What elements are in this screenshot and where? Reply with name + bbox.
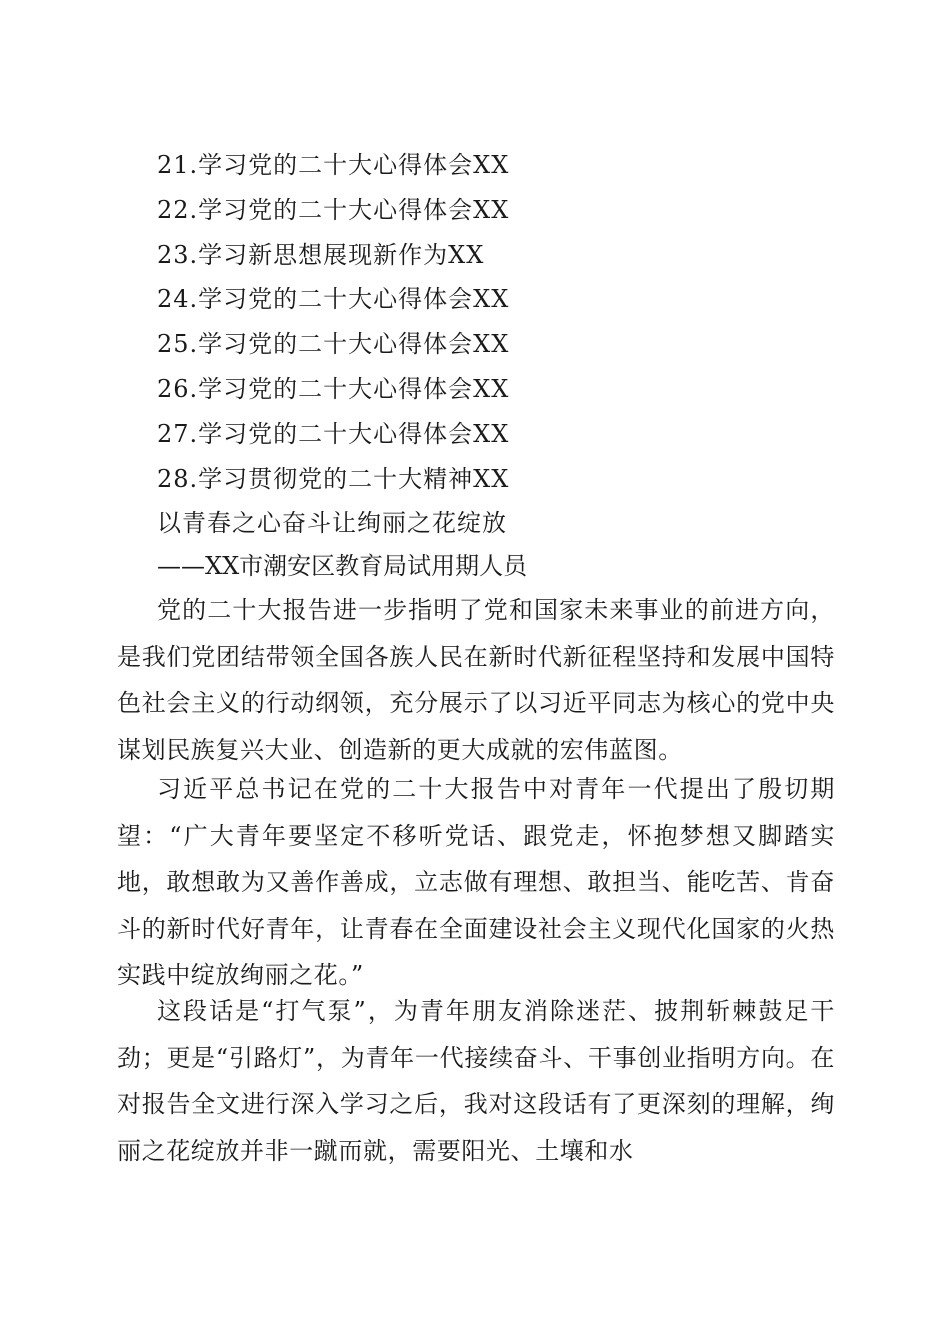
body-paragraph-1: 党的二十大报告进一步指明了党和国家未来事业的前进方向，是我们党团结带领全国各族人民在新时代新征程坚持和发展中国特色社会主义的行动纲领，充分展示了以习近平同志为核心的党中央谋划民族复兴大业、创造新的更大成就的宏伟蓝图。	[117, 596, 835, 764]
toc-item-26: 26.学习党的二十大心得体会XX	[157, 374, 510, 403]
body-paragraph-3: 这段话是“打气泵”，为青年朋友消除迷茫、披荆斩棘鼓足干劲；更是“引路灯”，为青年一代接续奋斗、干事创业指明方向。在对报告全文进行深入学习之后，我对这段话有了更深刻的理解，绚丽之花绽放并非一蹴而就，需要阳光、土壤和水	[117, 997, 835, 1165]
toc-item-24: 24.学习党的二十大心得体会XX	[157, 285, 510, 314]
toc-item-25: 25.学习党的二十大心得体会XX	[157, 330, 510, 359]
table-of-contents	[157, 143, 857, 501]
toc-item-28: 28.学习贯彻党的二十大精神XX	[157, 464, 510, 493]
toc-item-27: 27.学习党的二十大心得体会XX	[157, 419, 510, 448]
article-byline: ——XX市潮安区教育局试用期人员	[157, 552, 528, 580]
body-paragraph-2: 习近平总书记在党的二十大报告中对青年一代提出了殷切期望：“广大青年要坚定不移听党话、跟党走，怀抱梦想又脚踏实地，敢想敢为又善作善成，立志做有理想、敢担当、能吃苦、肯奋斗的新时代好青年，让青春在全面建设社会主义现代化国家的火热实践中绽放绚丽之花。”	[117, 775, 835, 989]
article-title: 以青春之心奋斗让绚丽之花绽放	[157, 509, 507, 537]
toc-item-21: 21.学习党的二十大心得体会XX	[157, 151, 510, 179]
toc-item-22: 22.学习党的二十大心得体会XX	[157, 195, 510, 224]
toc-item-23: 23.学习新思想展现新作为XX	[157, 240, 485, 269]
